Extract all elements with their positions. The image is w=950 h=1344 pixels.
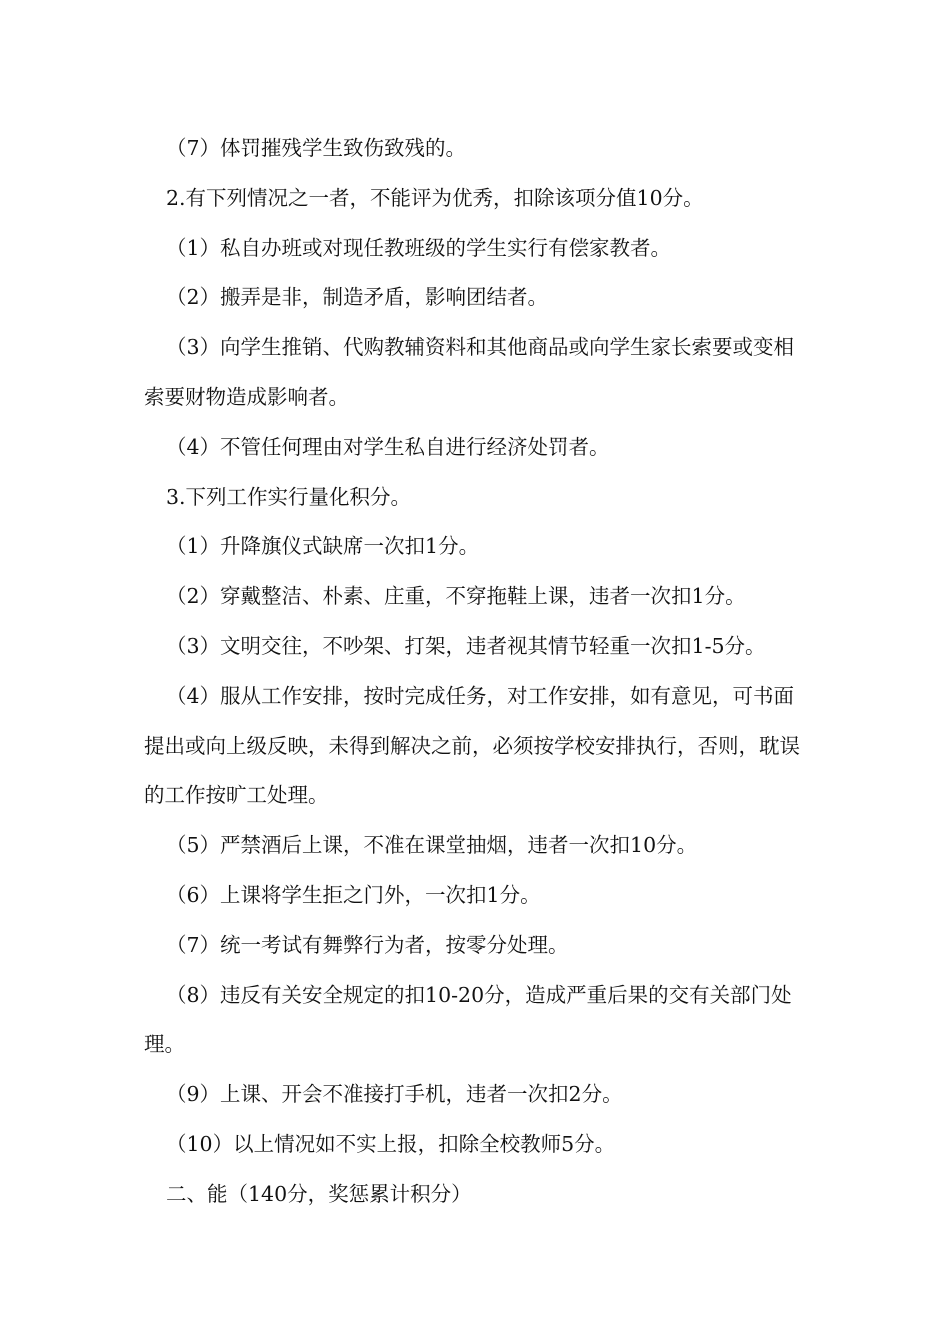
paragraph-3-4: （4）服从工作安排，按时完成任务，对工作安排，如有意见，可书面提出或向上级反映，未得到解决之前，必须按学校安排执行，否则，耽误的工作按旷工处理。	[144, 683, 800, 808]
section-heading-ability: 二、能（140分，奖惩累计积分）	[166, 1181, 472, 1206]
paragraph-section-2-heading: 2.有下列情况之一者，不能评为优秀，扣除该项分值10分。	[166, 185, 704, 210]
paragraph-section-3-heading: 3.下列工作实行量化积分。	[166, 484, 412, 509]
paragraph-3-8: （8）违反有关安全规定的扣10-20分，造成严重后果的交有关部门处理。	[144, 982, 792, 1057]
paragraph-3-10: （10）以上情况如不实上报，扣除全校教师5分。	[166, 1131, 616, 1156]
paragraph-3-6: （6）上课将学生拒之门外，一次扣1分。	[166, 882, 541, 907]
paragraph-3-2: （2）穿戴整洁、朴素、庄重，不穿拖鞋上课，违者一次扣1分。	[166, 584, 746, 609]
paragraph-2-3: （3）向学生推销、代购教辅资料和其他商品或向学生家长索要或变相索要财物造成影响者。	[144, 335, 795, 409]
paragraph-2-1: （1）私自办班或对现任教班级的学生实行有偿家教者。	[166, 235, 672, 260]
paragraph-3-5: （5）严禁酒后上课，不准在课堂抽烟，违者一次扣10分。	[166, 833, 698, 858]
document-body	[144, 124, 812, 1220]
paragraph-2-4: （4）不管任何理由对学生私自进行经济处罚者。	[166, 434, 610, 459]
paragraph-2-2: （2）搬弄是非，制造矛盾，影响团结者。	[166, 285, 549, 310]
paragraph-7-corporal-punishment: （7）体罚摧残学生致伤致残的。	[166, 136, 467, 160]
paragraph-3-9: （9）上课、开会不准接打手机，违者一次扣2分。	[166, 1082, 623, 1107]
paragraph-3-7: （7）统一考试有舞弊行为者，按零分处理。	[166, 932, 569, 957]
paragraph-3-1: （1）升降旗仪式缺席一次扣1分。	[166, 534, 480, 559]
paragraph-3-3: （3）文明交往，不吵架、打架，违者视其情节轻重一次扣1-5分。	[166, 633, 766, 658]
